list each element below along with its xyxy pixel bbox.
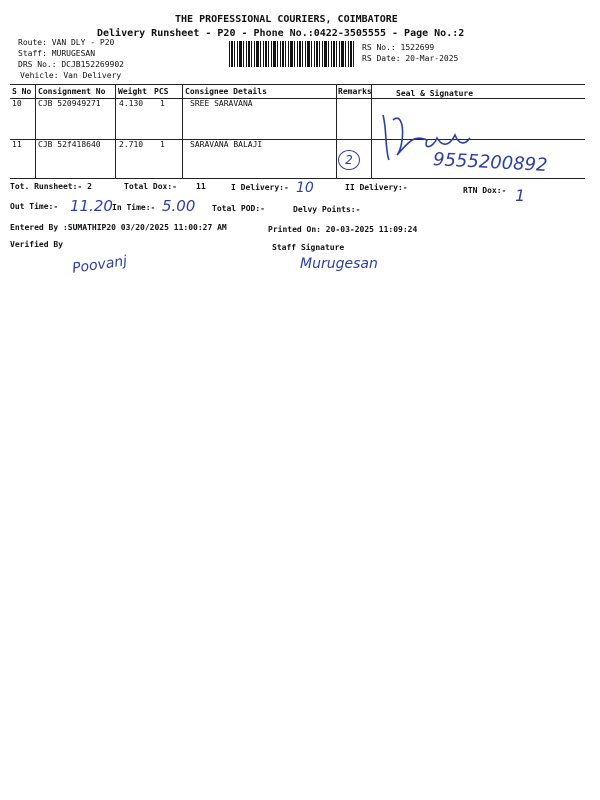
col-header-weight: Weight — [118, 87, 147, 96]
vehicle-label: Vehicle: Van Delivery — [20, 71, 122, 80]
row-1-weight: 4.130 — [119, 99, 144, 108]
staff-signature-label: Staff Signature — [272, 243, 345, 252]
staff-signature: Murugesan — [300, 256, 378, 272]
col-header-sno: S No — [12, 87, 32, 96]
runsheet-subtitle: Delivery Runsheet - P20 - Phone No.:0422-3505555 - Page No.:2 — [97, 28, 465, 39]
in-time-value: 5.00 — [162, 197, 196, 215]
barcode — [229, 41, 354, 67]
company-title: THE PROFESSIONAL COURIERS, COIMBATORE — [175, 14, 398, 25]
route-label: Route: VAN DLY - P20 — [18, 38, 115, 47]
i-delivery-label: I Delivery:- — [231, 183, 289, 192]
drs-number: DRS No.: DCJB152269902 — [18, 60, 124, 69]
rtn-dox-label: RTN Dox:- — [463, 186, 507, 195]
row-2-sno: 11 — [12, 140, 22, 149]
col-header-seal-signature: Seal & Signature — [396, 89, 474, 98]
out-time-value: 11.20 — [70, 197, 113, 215]
in-time-label: In Time:- — [112, 203, 156, 212]
rs-number: RS No.: 1522699 — [362, 43, 435, 52]
verified-signature: Poovanj — [71, 253, 129, 277]
printed-on: Printed On: 20-03-2025 11:09:24 — [268, 225, 418, 234]
col-header-consignee: Consignee Details — [185, 87, 267, 96]
entered-by: Entered By :SUMATHIP20 03/20/2025 11:00:27 AM — [10, 223, 227, 232]
row-2-consignment: CJB 52f418640 — [38, 140, 101, 149]
row-2-weight: 2.710 — [119, 140, 144, 149]
rs-date: RS Date: 20-Mar-2025 — [362, 54, 459, 63]
total-dox-label: Total Dox:- — [124, 182, 177, 191]
verified-by-label: Verified By — [10, 240, 63, 249]
col-header-consignment: Consignment No — [38, 87, 106, 96]
total-dox-value: 11 — [196, 182, 206, 191]
col-header-pcs: PCS — [154, 87, 169, 96]
tot-runsheet: Tot. Runsheet:- 2 — [10, 182, 92, 191]
handwritten-phone: 9555200892 — [432, 149, 549, 176]
row-2-consignee: SARAVANA BALAJI — [190, 140, 263, 149]
row-1-sno: 10 — [12, 99, 22, 108]
rtn-dox-value: 1 — [515, 186, 526, 205]
staff-label: Staff: MURUGESAN — [18, 49, 96, 58]
row-1-consignment: CJB 520949271 — [38, 99, 101, 108]
col-header-remarks: Remarks — [338, 87, 372, 96]
i-delivery-value: 10 — [296, 180, 314, 196]
row-1-consignee: SREE SARAVANA — [190, 99, 253, 108]
total-pod-label: Total POD:- — [212, 204, 265, 213]
ii-delivery-label: II Delivery:- — [345, 183, 408, 192]
row-2-pcs: 1 — [160, 140, 165, 149]
out-time-label: Out Time:- — [10, 202, 59, 211]
row-1-pcs: 1 — [160, 99, 165, 108]
delvy-points-label: Delvy Points:- — [293, 205, 361, 214]
remarks-circle-annotation: 2 — [338, 150, 360, 170]
